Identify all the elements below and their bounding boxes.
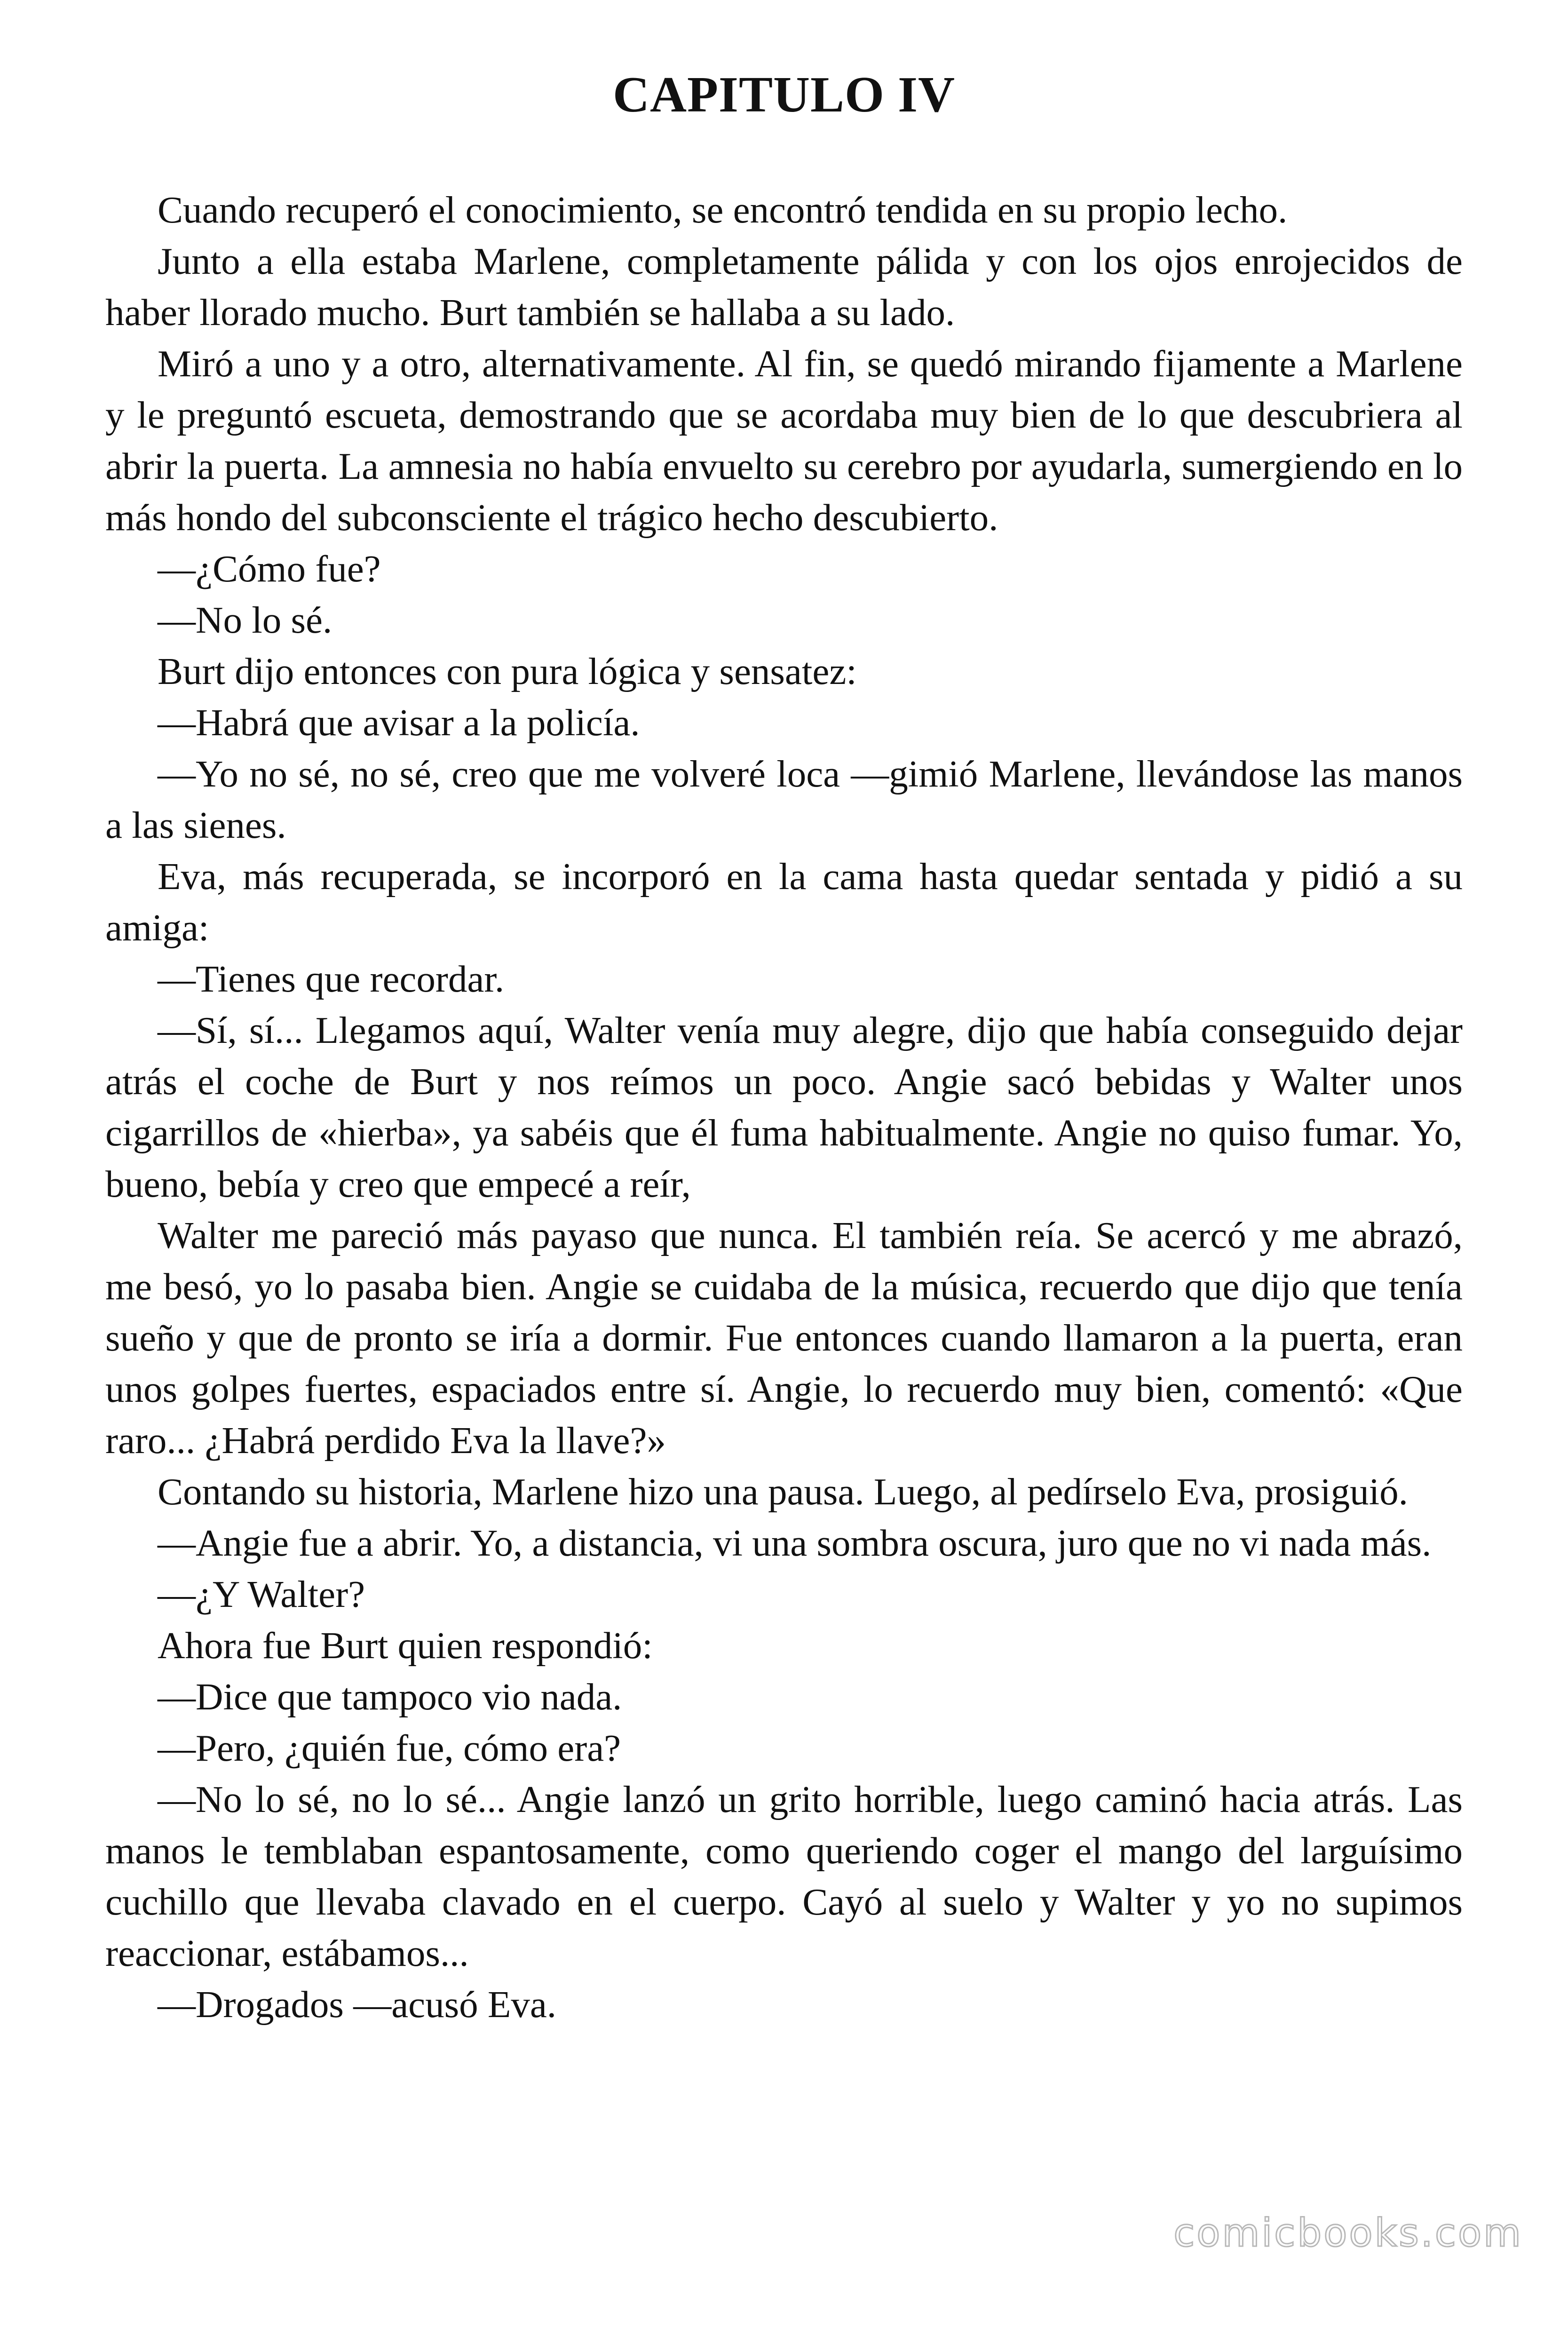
paragraph: —Pero, ¿quién fue, cómo era?	[158, 1727, 621, 1769]
paragraph: —Yo no sé, no sé, creo que me volveré loca —gimió Marlene, llevándose las manos a las sienes.	[105, 753, 1463, 846]
paragraph: —Habrá que avisar a la policía.	[158, 701, 640, 744]
paragraph: —No lo sé.	[158, 599, 333, 641]
paragraph: Cuando recuperó el conocimiento, se encontró tendida en su propio lecho.	[158, 189, 1288, 231]
paragraph: Contando su historia, Marlene hizo una pausa. Luego, al pedírselo Eva, prosiguió.	[158, 1470, 1408, 1513]
paragraph: —Angie fue a abrir. Yo, a distancia, vi una sombra oscura, juro que no vi nada más.	[158, 1522, 1432, 1564]
body-text	[105, 184, 1463, 2030]
paragraph: Junto a ella estaba Marlene, completamente pálida y con los ojos enrojecidos de haber llorado mucho. Burt también se hallaba a su lado.	[105, 240, 1463, 334]
chapter-title: CAPITULO IV	[612, 67, 956, 123]
paragraph: Walter me pareció más payaso que nunca. El también reía. Se acercó y me abrazó, me besó, yo lo pasaba bien. Angie se cuidaba de la música, recuerdo que dijo que tenía sueño y que de pronto se iría a dormir. Fue entonces cuando llamaron a la puerta, eran unos golpes fuertes, espaciados entre sí. Angie, lo recuerdo muy bien, comentó: «Que raro... ¿Habrá perdido Eva la llave?»	[105, 1214, 1463, 1462]
paragraph: —¿Y Walter?	[158, 1573, 365, 1615]
paragraph: —Tienes que recordar.	[158, 958, 505, 1000]
paragraph: —Dice que tampoco vio nada.	[158, 1676, 622, 1718]
paragraph: Ahora fue Burt quien respondió:	[158, 1624, 653, 1667]
paragraph: Eva, más recuperada, se incorporó en la cama hasta quedar sentada y pidió a su amiga:	[105, 855, 1463, 949]
paragraph: —¿Cómo fue?	[158, 548, 381, 590]
paragraph: —Sí, sí... Llegamos aquí, Walter venía muy alegre, dijo que había conseguido dejar atrás el coche de Burt y nos reímos un poco. Angie sacó bebidas y Walter unos cigarrillos de «hierba», ya sabéis que él fuma habitualmente. Angie no quiso fumar. Yo, bueno, bebía y creo que empecé a reír,	[105, 1009, 1463, 1205]
paragraph: —No lo sé, no lo sé... Angie lanzó un grito horrible, luego caminó hacia atrás. Las manos le temblaban espantosamente, como queriendo coger el mango del larguísimo cuchillo que llevaba clavado en el cuerpo. Cayó al suelo y Walter y yo no supimos reaccionar, estábamos...	[105, 1778, 1463, 1974]
book-page	[105, 0, 1463, 2352]
watermark: comicbooks.com	[1173, 2211, 1523, 2256]
paragraph: —Drogados —acusó Eva.	[158, 1983, 557, 2026]
paragraph: Burt dijo entonces con pura lógica y sensatez:	[158, 650, 857, 692]
paragraph: Miró a uno y a otro, alternativamente. Al fin, se quedó mirando fijamente a Marlene y le preguntó escueta, demostrando que se acordaba muy bien de lo que descubriera al abrir la puerta. La amnesia no había envuelto su cerebro por ayudarla, sumergiendo en lo más hondo del subconsciente el trágico hecho descubierto.	[105, 342, 1463, 539]
